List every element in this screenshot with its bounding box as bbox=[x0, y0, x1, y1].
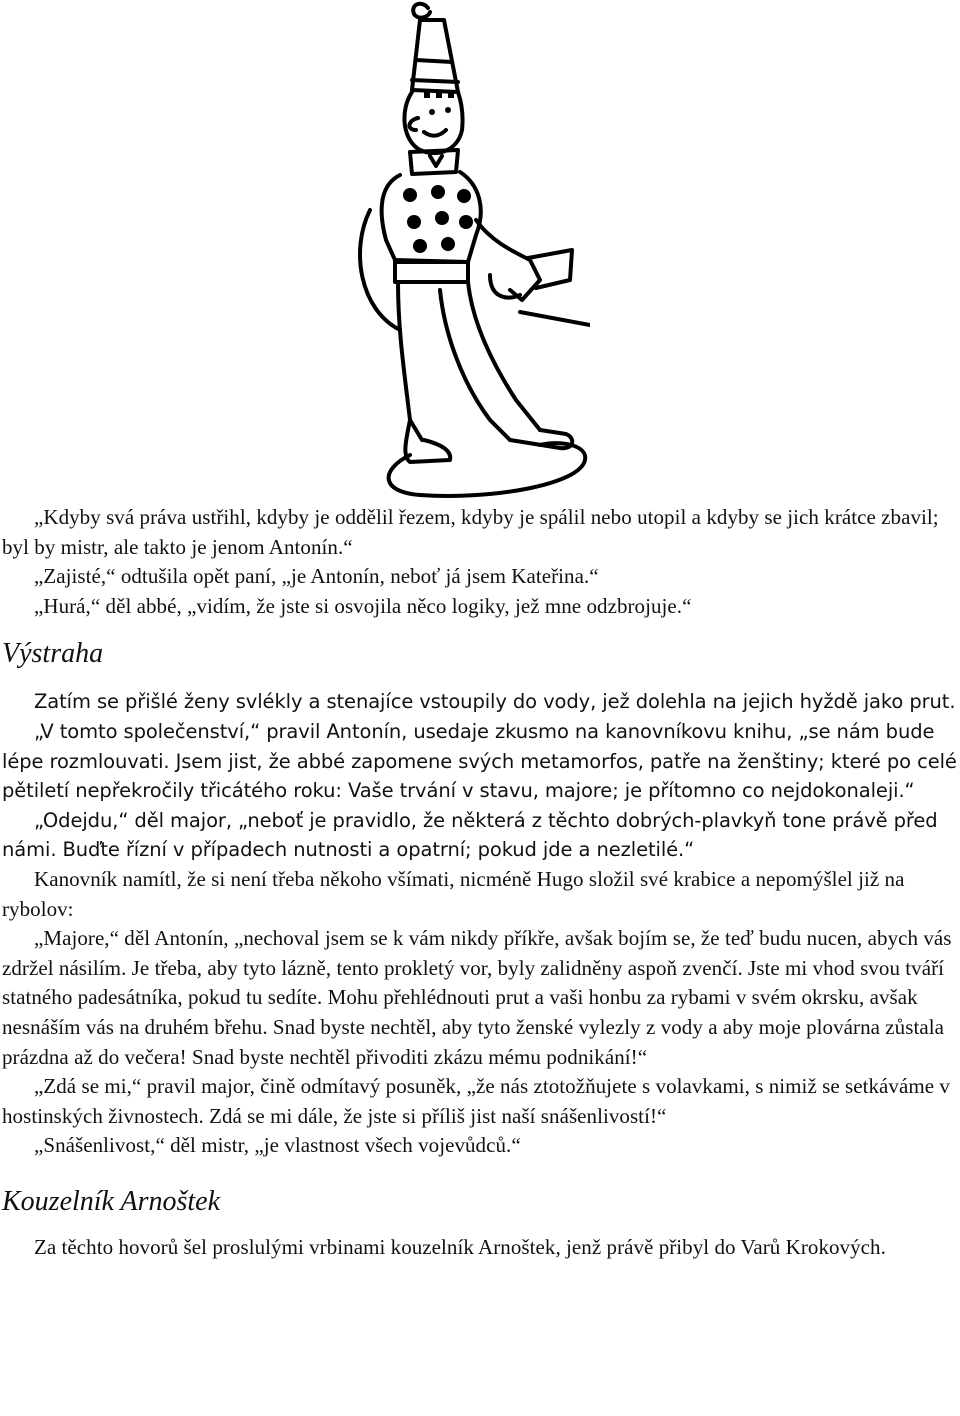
section-heading-kouzelnik-arnostek: Kouzelník Arnoštek bbox=[2, 1185, 221, 1217]
paragraph: „V tomto společenství,“ pravil Antonín, usedaje zkusmo na kanovníkovu knihu, „se nám bude lépe rozmlouvati. Jsem jist, že abbé zapomene svých metamorfos, patře na ženštiny; které po celé pětiletí nepřekročily třicátého roku: Vaše trvání v stavu, majore; je přítomno co nejdokonaleji.“ bbox=[2, 719, 957, 803]
jacket-button bbox=[403, 188, 417, 202]
paragraph: „Hurá,“ děl abbé, „vidím, že jste si osvojila něco logiky, jež mne odzbrojuje.“ bbox=[34, 593, 692, 618]
jacket-button bbox=[435, 211, 449, 225]
jacket-button bbox=[413, 239, 427, 253]
paragraph: „Odejdu,“ děl major, „neboť je pravidlo, že některá z těchto dobrých-plavkyň tone právě před námi. Buďte řízní v případech nutnosti a opatrní; pokud jde a nezletilé.“ bbox=[2, 808, 938, 862]
paragraph: Zatím se přišlé ženy svlékly a stenajíce vstoupily do vody, jež dolehla na jejich hyždě jako prut. bbox=[34, 690, 956, 714]
trousers bbox=[398, 282, 422, 440]
paragraph: „Majore,“ děl Antonín, „nechoval jsem se k vám nikdy příkře, avšak bojím se, že teď budu nucen, abych vás zdržel násilím. Je třeba, aby tyto lázně, tento prokletý vor, byly zalidněny aspoň zvenčí. Jste mi vhod svou tváří statného padesátníka, pokud tu sedíte. Mohu přehlédnouti prut a vaši honbu za rybami v svém okrsku, avšak nesnáším vás na druhém břehu. Snad byste nechtěl, aby tyto ženské vylezly z vody a aby moje plovárna zůstala prázdna až do večera! Snad byste nechtěl přivoditi zkázu mému podnikání!“ bbox=[2, 926, 952, 1069]
paragraph: „Zdá se mi,“ pravil major, čině odmítavý posuněk, „že nás ztotožňujete s volavkami, s nimiž se setkáváme v hostinských živnostech. Zdá se mi dále, že jste si příliš jist naší snášenlivostí!“ bbox=[2, 1074, 950, 1128]
section-heading-vystraha: Výstraha bbox=[2, 638, 104, 670]
jacket-button bbox=[441, 237, 455, 251]
paragraph: „Kdyby svá práva ustřihl, kdyby je oddělil řezem, kdyby je spálil nebo utopil a kdyby se jich krátce zbavil; byl by mistr, ale takto je jenom Antonín.“ bbox=[2, 505, 939, 559]
document-body bbox=[2, 503, 958, 1262]
paragraph: „Zajisté,“ odtušila opět paní, „je Antonín, neboť já jsem Kateřina.“ bbox=[34, 564, 599, 589]
ground-shadow bbox=[389, 443, 586, 496]
paragraph: Kanovník namítl, že si není třeba někoho všímati, nicméně Hugo složil své krabice a nepomýšlel již na rybolov: bbox=[2, 866, 905, 921]
eye-right bbox=[445, 107, 451, 113]
paragraph: „Snášenlivost,“ děl mistr, „je vlastnost všech vojevůdců.“ bbox=[34, 1133, 521, 1158]
head bbox=[404, 92, 462, 153]
jacket-button bbox=[457, 189, 471, 203]
jacket-button bbox=[431, 185, 445, 199]
hat-plume bbox=[413, 4, 430, 18]
jacket-button bbox=[407, 215, 421, 229]
paragraph: Za těchto hovorů šel proslulými vrbinami kouzelník Arnoštek, jenž právě přibyl do Varů Krokových. bbox=[34, 1234, 886, 1259]
soldier-illustration bbox=[340, 0, 590, 500]
eye-left bbox=[429, 109, 435, 115]
jacket-button bbox=[459, 215, 473, 229]
